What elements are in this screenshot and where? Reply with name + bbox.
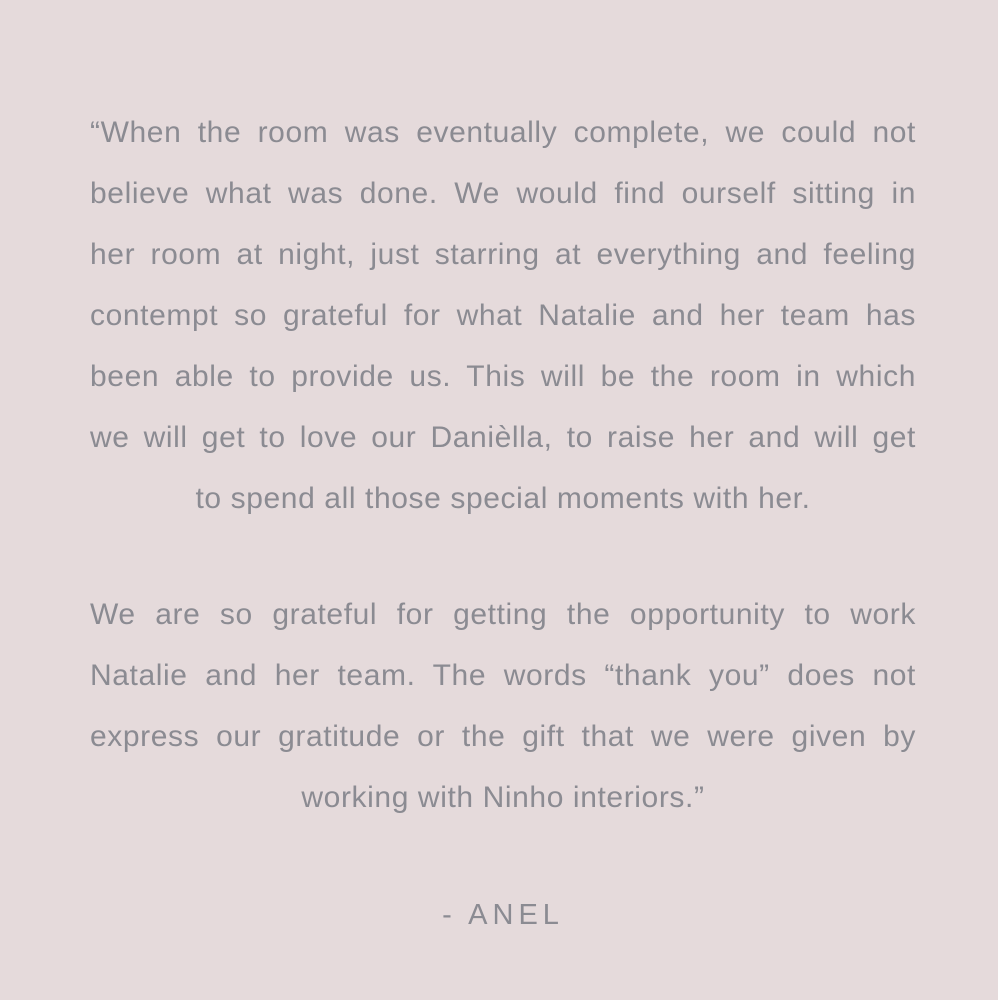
quote-line: been able to provide us. This will be the room in which <box>90 360 916 393</box>
quote-line: “When the room was eventually complete, we could not <box>90 116 916 149</box>
quote-line: We are so grateful for getting the opportunity to work <box>90 598 916 631</box>
quote-line: her room at night, just starring at everything and feeling <box>90 238 916 271</box>
testimonial-quote <box>90 102 916 946</box>
quote-line: express our gratitude or the gift that we were given by <box>90 720 916 753</box>
attribution: - ANEL <box>442 899 564 931</box>
quote-line: working with Ninho interiors.” <box>301 781 705 814</box>
quote-line: to spend all those special moments with her. <box>195 482 811 515</box>
quote-paragraphs <box>90 102 916 828</box>
quote-line: Natalie and her team. The words “thank you” does not <box>90 659 916 692</box>
quote-paragraph <box>90 102 916 529</box>
quote-paragraph <box>90 584 916 828</box>
quote-line: we will get to love our Danièlla, to raise her and will get <box>90 421 916 454</box>
quote-line: believe what was done. We would find ourself sitting in <box>90 177 916 210</box>
quote-line: contempt so grateful for what Natalie and her team has <box>90 299 916 332</box>
